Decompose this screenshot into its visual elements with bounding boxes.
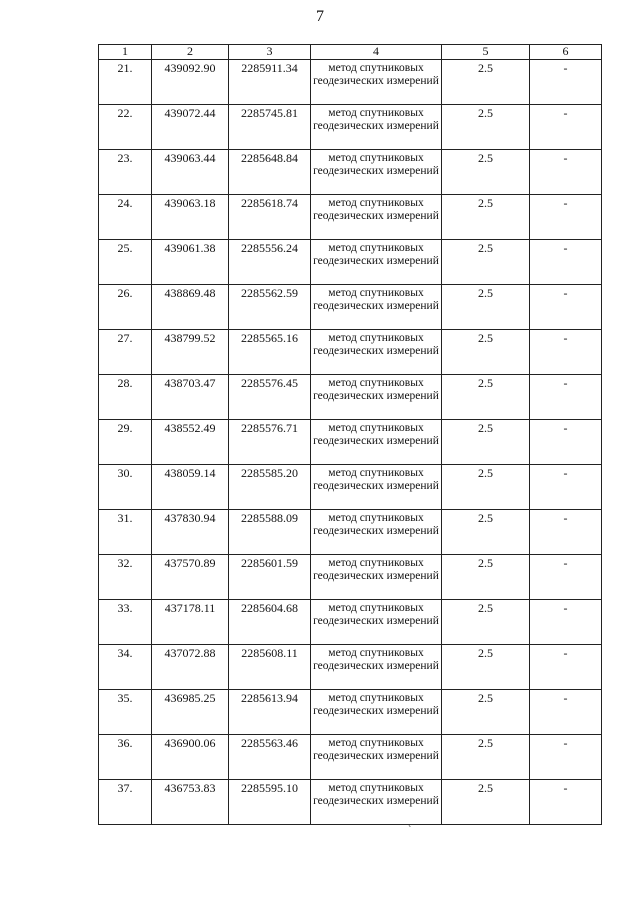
- method-cell: метод спутниковых геодезических измерений: [311, 105, 442, 150]
- stray-mark: `: [408, 825, 412, 836]
- note-cell: -: [530, 375, 602, 420]
- note-cell: -: [530, 105, 602, 150]
- table-row: [99, 780, 602, 825]
- y-coordinate-cell: 2285576.71: [229, 420, 311, 465]
- method-cell: метод спутниковых геодезических измерений: [311, 690, 442, 735]
- table-row: [99, 240, 602, 285]
- method-cell: метод спутниковых геодезических измерений: [311, 150, 442, 195]
- x-coordinate-cell: 438703.47: [152, 375, 229, 420]
- accuracy-cell: 2.5: [442, 60, 530, 105]
- method-cell: метод спутниковых геодезических измерений: [311, 465, 442, 510]
- column-header: 5: [442, 45, 530, 60]
- note-cell: -: [530, 285, 602, 330]
- method-cell: метод спутниковых геодезических измерений: [311, 375, 442, 420]
- y-coordinate-cell: 2285613.94: [229, 690, 311, 735]
- note-cell: -: [530, 240, 602, 285]
- y-coordinate-cell: 2285604.68: [229, 600, 311, 645]
- x-coordinate-cell: 439063.44: [152, 150, 229, 195]
- y-coordinate-cell: 2285562.59: [229, 285, 311, 330]
- x-coordinate-cell: 437072.88: [152, 645, 229, 690]
- note-cell: -: [530, 510, 602, 555]
- table-row: [99, 645, 602, 690]
- y-coordinate-cell: 2285595.10: [229, 780, 311, 825]
- point-number-cell: 23.: [99, 150, 152, 195]
- table-row: [99, 465, 602, 510]
- x-coordinate-cell: 438869.48: [152, 285, 229, 330]
- note-cell: -: [530, 150, 602, 195]
- accuracy-cell: 2.5: [442, 375, 530, 420]
- point-number-cell: 32.: [99, 555, 152, 600]
- accuracy-cell: 2.5: [442, 780, 530, 825]
- point-number-cell: 31.: [99, 510, 152, 555]
- method-cell: метод спутниковых геодезических измерений: [311, 780, 442, 825]
- accuracy-cell: 2.5: [442, 555, 530, 600]
- coordinates-table: [98, 44, 602, 825]
- point-number-cell: 33.: [99, 600, 152, 645]
- y-coordinate-cell: 2285585.20: [229, 465, 311, 510]
- column-header: 4: [311, 45, 442, 60]
- x-coordinate-cell: 439092.90: [152, 60, 229, 105]
- table-row: [99, 420, 602, 465]
- page-number: 7: [316, 8, 324, 25]
- method-cell: метод спутниковых геодезических измерений: [311, 645, 442, 690]
- table-row: [99, 735, 602, 780]
- accuracy-cell: 2.5: [442, 600, 530, 645]
- table-body: [99, 60, 602, 825]
- method-cell: метод спутниковых геодезических измерений: [311, 195, 442, 240]
- point-number-cell: 27.: [99, 330, 152, 375]
- y-coordinate-cell: 2285745.81: [229, 105, 311, 150]
- x-coordinate-cell: 439061.38: [152, 240, 229, 285]
- note-cell: -: [530, 60, 602, 105]
- point-number-cell: 26.: [99, 285, 152, 330]
- method-cell: метод спутниковых геодезических измерений: [311, 60, 442, 105]
- method-cell: метод спутниковых геодезических измерений: [311, 420, 442, 465]
- accuracy-cell: 2.5: [442, 150, 530, 195]
- table-row: [99, 60, 602, 105]
- method-cell: метод спутниковых геодезических измерений: [311, 285, 442, 330]
- note-cell: -: [530, 780, 602, 825]
- column-header: 3: [229, 45, 311, 60]
- x-coordinate-cell: 439072.44: [152, 105, 229, 150]
- note-cell: -: [530, 645, 602, 690]
- accuracy-cell: 2.5: [442, 285, 530, 330]
- table-row: [99, 195, 602, 240]
- x-coordinate-cell: 437178.11: [152, 600, 229, 645]
- accuracy-cell: 2.5: [442, 465, 530, 510]
- y-coordinate-cell: 2285911.34: [229, 60, 311, 105]
- y-coordinate-cell: 2285563.46: [229, 735, 311, 780]
- method-cell: метод спутниковых геодезических измерений: [311, 600, 442, 645]
- method-cell: метод спутниковых геодезических измерений: [311, 735, 442, 780]
- accuracy-cell: 2.5: [442, 330, 530, 375]
- column-header: 1: [99, 45, 152, 60]
- point-number-cell: 30.: [99, 465, 152, 510]
- table-row: [99, 105, 602, 150]
- point-number-cell: 25.: [99, 240, 152, 285]
- y-coordinate-cell: 2285588.09: [229, 510, 311, 555]
- method-cell: метод спутниковых геодезических измерений: [311, 510, 442, 555]
- point-number-cell: 24.: [99, 195, 152, 240]
- method-cell: метод спутниковых геодезических измерений: [311, 240, 442, 285]
- table-row: [99, 375, 602, 420]
- accuracy-cell: 2.5: [442, 645, 530, 690]
- table-row: [99, 285, 602, 330]
- x-coordinate-cell: 437570.89: [152, 555, 229, 600]
- table-row: [99, 150, 602, 195]
- accuracy-cell: 2.5: [442, 195, 530, 240]
- y-coordinate-cell: 2285565.16: [229, 330, 311, 375]
- point-number-cell: 37.: [99, 780, 152, 825]
- y-coordinate-cell: 2285618.74: [229, 195, 311, 240]
- table-row: [99, 600, 602, 645]
- note-cell: -: [530, 330, 602, 375]
- y-coordinate-cell: 2285576.45: [229, 375, 311, 420]
- y-coordinate-cell: 2285601.59: [229, 555, 311, 600]
- x-coordinate-cell: 439063.18: [152, 195, 229, 240]
- accuracy-cell: 2.5: [442, 420, 530, 465]
- y-coordinate-cell: 2285556.24: [229, 240, 311, 285]
- note-cell: -: [530, 195, 602, 240]
- point-number-cell: 28.: [99, 375, 152, 420]
- y-coordinate-cell: 2285648.84: [229, 150, 311, 195]
- table-header-row: [99, 45, 602, 60]
- point-number-cell: 35.: [99, 690, 152, 735]
- note-cell: -: [530, 555, 602, 600]
- column-header: 2: [152, 45, 229, 60]
- accuracy-cell: 2.5: [442, 105, 530, 150]
- note-cell: -: [530, 420, 602, 465]
- accuracy-cell: 2.5: [442, 735, 530, 780]
- point-number-cell: 34.: [99, 645, 152, 690]
- column-header: 6: [530, 45, 602, 60]
- accuracy-cell: 2.5: [442, 240, 530, 285]
- method-cell: метод спутниковых геодезических измерений: [311, 555, 442, 600]
- accuracy-cell: 2.5: [442, 510, 530, 555]
- table-row: [99, 330, 602, 375]
- x-coordinate-cell: 436900.06: [152, 735, 229, 780]
- table-row: [99, 690, 602, 735]
- note-cell: -: [530, 735, 602, 780]
- x-coordinate-cell: 438059.14: [152, 465, 229, 510]
- x-coordinate-cell: 436985.25: [152, 690, 229, 735]
- point-number-cell: 21.: [99, 60, 152, 105]
- method-cell: метод спутниковых геодезических измерений: [311, 330, 442, 375]
- note-cell: -: [530, 600, 602, 645]
- point-number-cell: 29.: [99, 420, 152, 465]
- point-number-cell: 36.: [99, 735, 152, 780]
- x-coordinate-cell: 436753.83: [152, 780, 229, 825]
- table-row: [99, 510, 602, 555]
- note-cell: -: [530, 465, 602, 510]
- x-coordinate-cell: 438552.49: [152, 420, 229, 465]
- note-cell: -: [530, 690, 602, 735]
- x-coordinate-cell: 438799.52: [152, 330, 229, 375]
- point-number-cell: 22.: [99, 105, 152, 150]
- x-coordinate-cell: 437830.94: [152, 510, 229, 555]
- table-row: [99, 555, 602, 600]
- y-coordinate-cell: 2285608.11: [229, 645, 311, 690]
- accuracy-cell: 2.5: [442, 690, 530, 735]
